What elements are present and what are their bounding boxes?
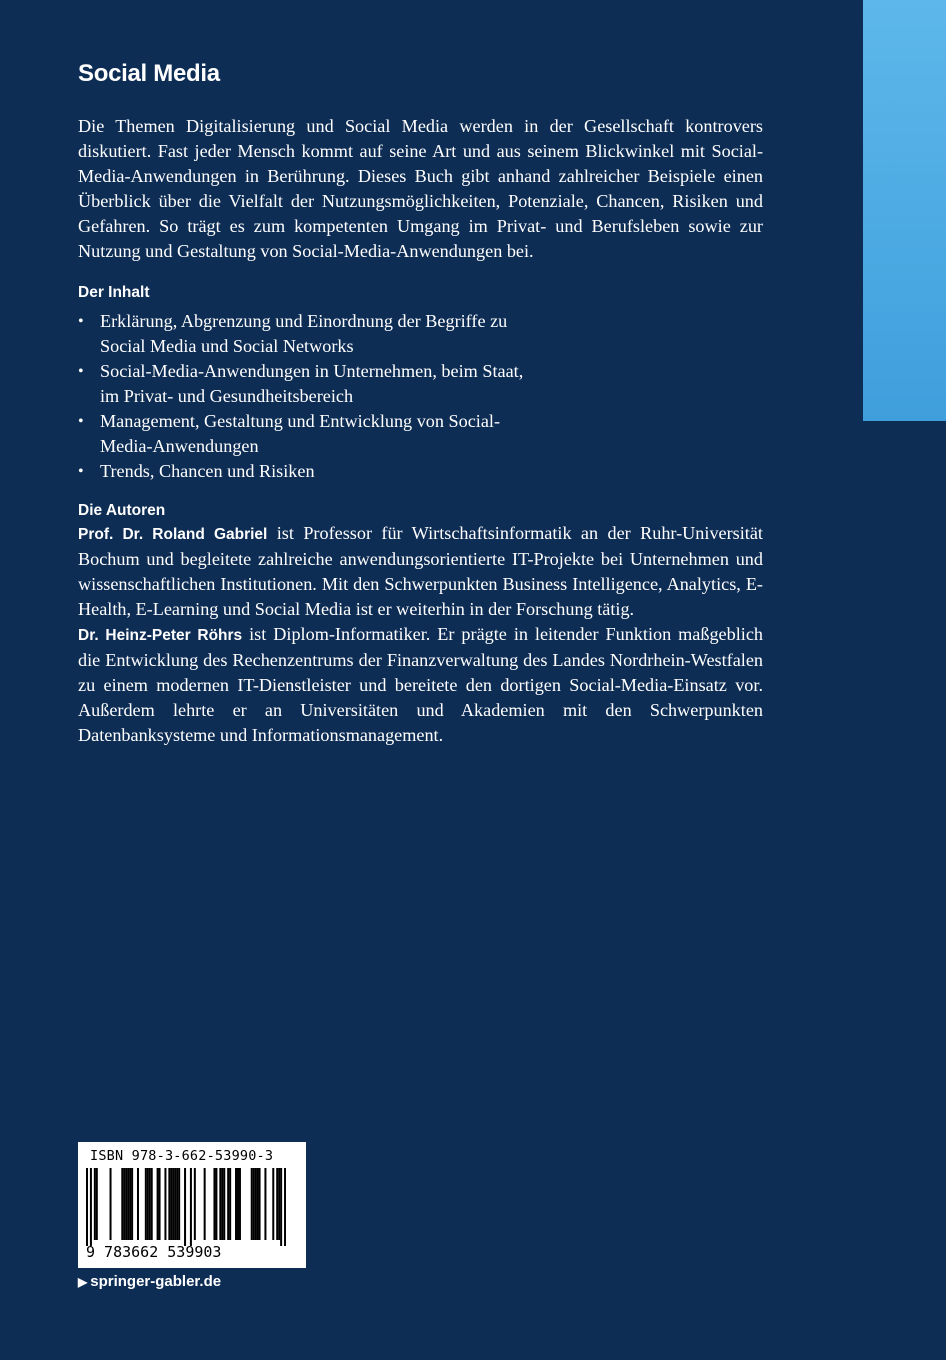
accent-strip [863,0,946,421]
barcode-bar [219,1168,221,1240]
barcode-bars [86,1168,286,1246]
barcode-bar [90,1168,92,1246]
barcode-bar [157,1168,159,1240]
autoren-heading: Die Autoren [78,502,166,519]
barcode-bar [280,1168,282,1246]
barcode-bar [172,1168,174,1240]
barcode-bar [229,1168,231,1240]
barcode-bar [276,1168,278,1240]
barcode-bar [147,1168,149,1240]
author-bio-text: ist Diplom-Informatiker. Er prägte in leitender Funktion maßgeblich die Entwicklung des Rechenzentrums der Finanzverwaltung des Landes Nordrhein-Westfalen zu einem modernen IT-Dienstleister und bereitete den dortigen Social-Media-Einsatz vor. Außerdem lehrte er an Universitäten und Akademien mit den Schwerpunkten Datenbanksysteme und Informationsmanagement. [78,624,763,745]
barcode-bar [94,1168,96,1240]
inhalt-list [78,309,763,484]
barcode-bar [96,1168,98,1240]
barcode-bar [131,1168,133,1240]
barcode-bar [253,1168,255,1240]
barcode-bar [121,1168,123,1240]
barcode-bar [159,1168,161,1240]
author-name: Dr. Heinz-Peter Röhrs [78,627,243,644]
barcode-bar [145,1168,147,1240]
barcode-bar [174,1168,176,1240]
author-name: Prof. Dr. Roland Gabriel [78,526,268,543]
barcode-digits: 9 783662 539903 [86,1243,222,1261]
author-bio-text: ist Professor für Wirtschaftsinformatik an der Ruhr-Universität Bochum und begleitete zahlreiche anwendungsorientierte IT-Projekte bei Unternehmen und wissenschaftlichen Institutionen. Mit den Schwerpunkten Business Intelligence, Analytics, E-Health, E-Learning und Social Media ist er weiterhin in der Forschung tätig. [78,523,763,619]
barcode-bar [259,1168,261,1240]
barcode-bar [127,1168,129,1240]
barcode-bar [204,1168,206,1240]
barcode-bar [164,1168,166,1240]
barcode-bar [251,1168,253,1240]
barcode-bar [129,1168,131,1240]
list-item: • Management, Gestaltung und Entwicklung von Social-Media-Anwendungen [78,409,540,459]
isbn-label: ISBN 978-3-662-53990-3 [90,1148,274,1164]
barcode-bar [257,1168,259,1240]
list-item: • Erklärung, Abgrenzung und Einordnung der Begriffe zu Social Media und Social Networks [78,309,540,359]
barcode-bar [170,1168,172,1240]
barcode-bar [176,1168,178,1240]
intro-paragraph: Die Themen Digitalisierung und Social Media werden in der Gesellschaft kontrovers diskutiert. Fast jeder Mensch kommt auf seine Art und aus seinem Blickwinkel mit Social-Media-Anwendungen in Berührung. Dieses Buch gibt anhand zahlreicher Beispiele einen Überblick über die Vielfalt der Nutzungsmöglichkeiten, Potenziale, Chancen, Risiken und Gefahren. So trägt es zum kompetenten Umgang im Privat- und Berufsleben sowie zur Nutzung und Gestaltung von Social-Media-Anwendungen bei. [78,116,763,261]
barcode-bar [284,1168,286,1246]
barcode-bar [215,1168,217,1240]
barcode-bar [255,1168,257,1240]
barcode-bar [239,1168,241,1240]
play-arrow-icon: ▶ [78,1275,88,1289]
author-bio-roehrs [78,622,763,748]
barcode-bar [235,1168,237,1240]
barcode-bar [149,1168,151,1240]
list-item: • Trends, Chancen und Risiken [78,459,540,484]
barcode-bar [223,1168,225,1240]
barcode-bar [151,1168,153,1240]
barcode-bar [278,1168,280,1240]
barcode-bar [264,1168,266,1240]
barcode-bar [168,1168,170,1240]
barcode-bar [86,1168,88,1246]
barcode-bar [227,1168,229,1240]
barcode-bar [237,1168,239,1240]
barcode-bar [123,1168,125,1240]
back-cover-content [78,56,763,748]
barcode-bar [194,1168,196,1240]
publisher-url: springer-gabler.de [90,1273,222,1290]
publisher-link[interactable] [78,1272,221,1292]
barcode-bar [184,1168,186,1246]
barcode-bar [190,1168,192,1246]
author-bio-gabriel [78,521,763,622]
barcode-bar [110,1168,112,1240]
barcode-bar [272,1168,274,1240]
barcode-bar [125,1168,127,1240]
inhalt-heading: Der Inhalt [78,284,150,301]
barcode-bar [213,1168,215,1240]
barcode-bar [178,1168,180,1240]
barcode-bar [221,1168,223,1240]
book-title: Social Media [78,60,220,87]
list-item: • Social-Media-Anwendungen in Unternehmen, beim Staat, im Privat- und Gesundheitsbereich [78,359,540,409]
barcode-bar [137,1168,139,1240]
isbn-barcode [78,1142,306,1268]
